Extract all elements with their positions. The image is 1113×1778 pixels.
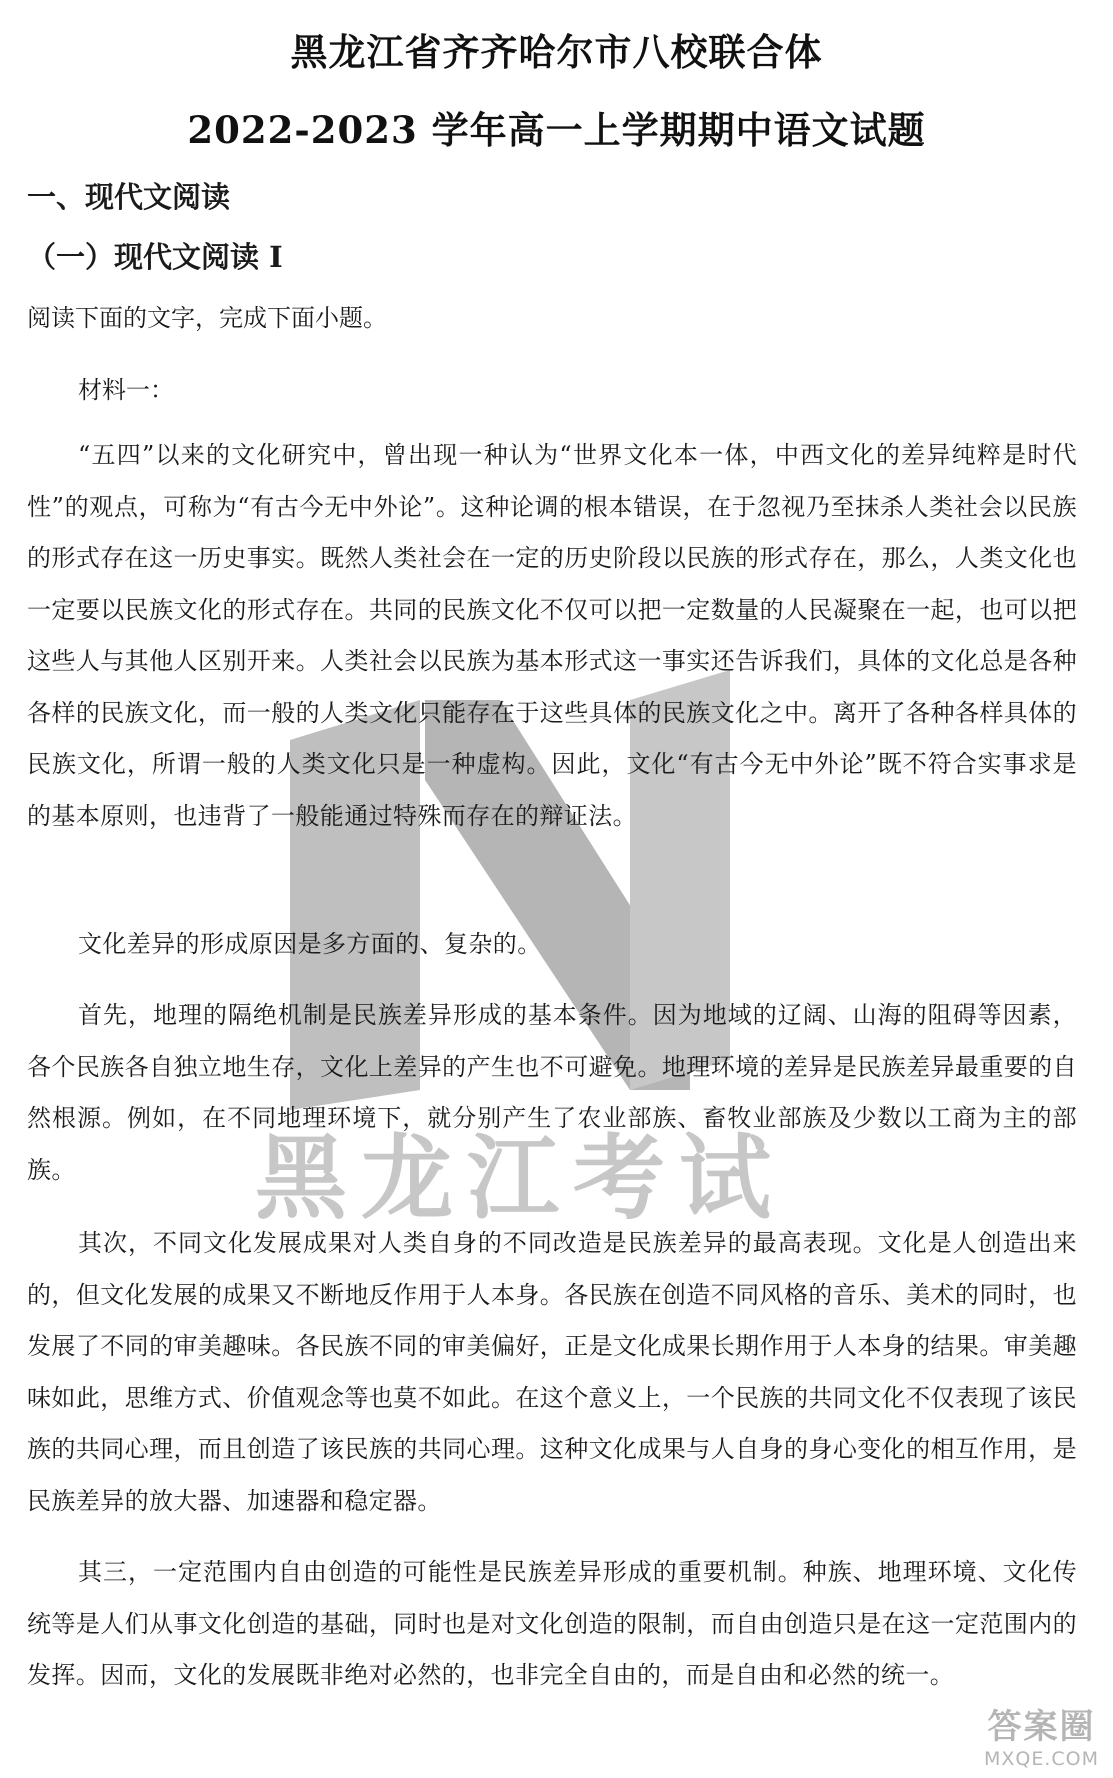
- section-heading: 一、现代文阅读: [27, 180, 231, 214]
- paragraph: “五四”以来的文化研究中，曾出现一种认为“世界文化本一体，中西文化的差异纯粹是时代性”的观点，可称为“有古今无中外论”。这种论调的根本错误，在于忽视乃至抹杀人类社会以民族的形式存在这一历史事实。既然人类社会在一定的历史阶段以民族的形式存在，那么，人类文化也一定要以民族文化的形式存在。共同的民族文化不仅可以把一定数量的人民凝聚在一起，也可以把这些人与其他人区别开来。人类社会以民族为基本形式这一事实还告诉我们，具体的文化总是各种各样的民族文化，而一般的人类文化只能存在于这些具体的民族文化之中。离开了各种各样具体的民族文化，所谓一般的人类文化只是一种虚构。因此，文化“有古今无中外论”既不符合实事求是的基本原则，也违背了一般能通过特殊而存在的辩证法。: [27, 441, 1077, 830]
- watermark-text: 黑龙江考试: [255, 1125, 786, 1232]
- instruction-text: 阅读下面的文字，完成下面小题。: [27, 304, 387, 332]
- page-title-line2: 2022-2023 学年高一上学期期中语文试题: [187, 108, 926, 152]
- paragraph: 其三，一定范围内自由创造的可能性是民族差异形成的重要机制。种族、地理环境、文化传统等是人们从事文化创造的基础，同时也是对文化创造的限制，而自由创造只是在这一定范围内的发挥。因而，文化的发展既非绝对必然的，也非完全自由的，而是自由和必然的统一。: [27, 1558, 1077, 1689]
- paragraph: 其次，不同文化发展成果对人类自身的不同改造是民族差异的最高表现。文化是人创造出来的，但文化发展的成果又不断地反作用于人本身。各民族在创造不同风格的音乐、美术的同时，也发展了不同的审美趣味。各民族不同的审美偏好，正是文化成果长期作用于人本身的结果。审美趣味如此，思维方式、价值观念等也莫不如此。在这个意义上，一个民族的共同文化不仅表现了该民族的共同心理，而且创造了该民族的共同心理。这种文化成果与人自身的身心变化的相互作用，是民族差异的放大器、加速器和稳定器。: [27, 1229, 1077, 1515]
- material-label: 材料一：: [78, 376, 174, 404]
- subsection-heading: （一）现代文阅读 I: [27, 240, 283, 274]
- paragraph: 首先，地理的隔绝机制是民族差异形成的基本条件。因为地域的辽阔、山海的阻碍等因素，各个民族各自独立地生存，文化上差异的产生也不可避免。地理环境的差异是民族差异最重要的自然根源。例如，在不同地理环境下，就分别产生了农业部族、畜牧业部族及少数以工商为主的部族。: [27, 1001, 1077, 1184]
- page-title-line1: 黑龙江省齐齐哈尔市八校联合体: [290, 30, 823, 74]
- site-watermark-url: MXQE.COM: [983, 1748, 1099, 1770]
- paragraph: 文化差异的形成原因是多方面的、复杂的。: [78, 930, 542, 958]
- site-watermark-name: 答案圈: [987, 1707, 1096, 1747]
- site-watermark: [984, 1699, 1099, 1770]
